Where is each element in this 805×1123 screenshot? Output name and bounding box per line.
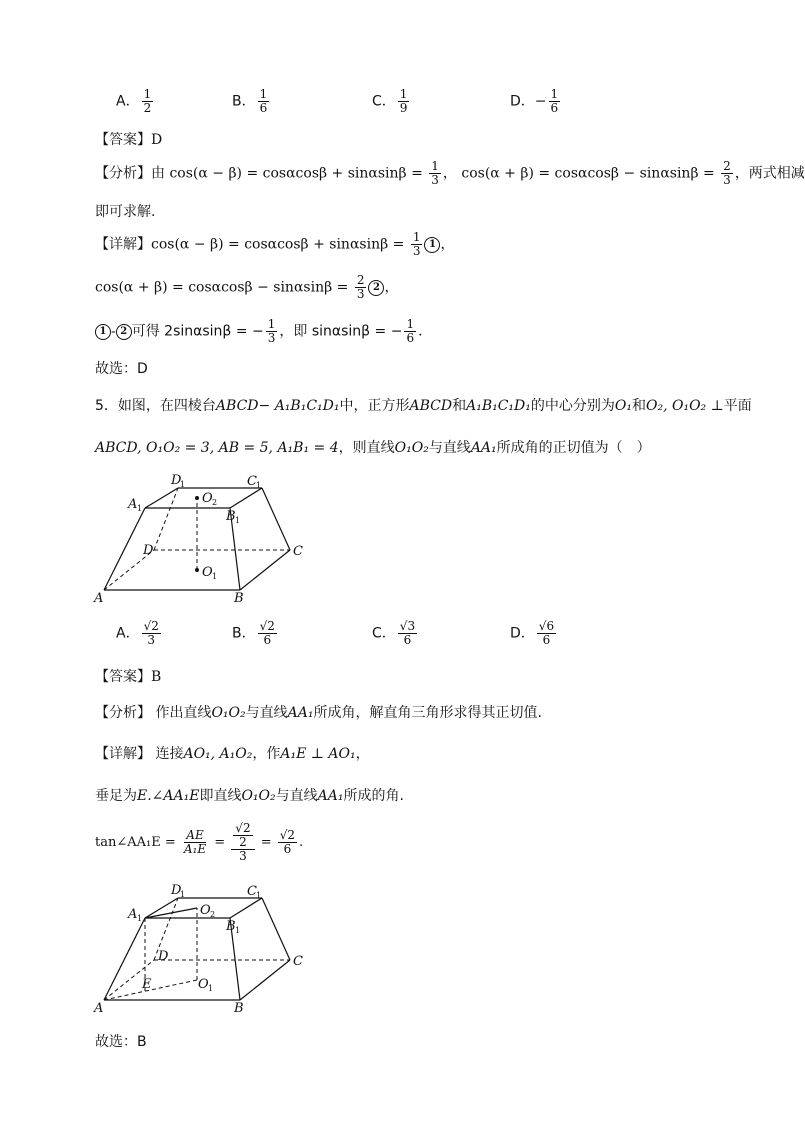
q5-option-a: A． $\frac{√2}{3}$ xyxy=(116,619,159,647)
edge-d1-a1 xyxy=(145,488,178,508)
svg-text:D: D xyxy=(158,949,169,964)
q4-answer: 【答案】D xyxy=(95,132,163,148)
q5-option-b: B． $\frac{√2}{6}$ xyxy=(232,619,275,647)
edge-a-a1 xyxy=(104,508,145,590)
q4-option-d: D．− $\frac{1}{6}$ xyxy=(510,87,559,115)
svg-text:1: 1 xyxy=(235,516,241,525)
frustum-figure-2 xyxy=(90,878,320,1018)
svg-text:1: 1 xyxy=(137,504,143,513)
frustum-figure-1 xyxy=(90,468,320,608)
svg-text:1: 1 xyxy=(256,891,262,900)
q5-analysis: 【分析】 作出直线O₁O₂与直线AA₁所成角，解直角三角形求得其正切值. xyxy=(95,705,542,721)
svg-text:2: 2 xyxy=(212,498,218,507)
svg-text:1: 1 xyxy=(180,890,186,899)
svg-text:O: O xyxy=(200,903,211,918)
svg-text:A: A xyxy=(128,907,138,922)
svg-text:C: C xyxy=(247,884,257,899)
q5-tan-equation: tan∠AA₁E = $\frac{AE}{\text{A₁E}}$ = $\frac{\frac{√2}{2}}{3}$ = $\frac{√2}{6}$ . xyxy=(95,821,304,863)
label-b1: B xyxy=(226,509,236,524)
svg-text:C: C xyxy=(293,954,303,969)
svg-text:B: B xyxy=(226,919,236,934)
circled-two: 2 xyxy=(368,280,384,296)
q5-choose: 故选：B xyxy=(95,1034,147,1050)
svg-text:B: B xyxy=(234,1001,244,1016)
frac: $\frac{1}{6}$ xyxy=(259,87,268,115)
svg-text:1: 1 xyxy=(256,481,262,490)
label-o1: O xyxy=(202,565,213,580)
svg-text:2: 2 xyxy=(210,910,216,919)
q5-answer: 【答案】B xyxy=(95,669,162,685)
q4-detail-line2: cos(α + β) = cosαcosβ − sinαsinβ = $\frac{2}{3}$ 2 ， xyxy=(95,273,399,301)
edge-d-d1 xyxy=(154,488,178,550)
svg-text:1: 1 xyxy=(137,914,143,923)
label-a: A xyxy=(94,591,104,606)
q5-foot: 垂足为E.∠AA₁E即直线O₁O₂与直线AA₁所成的角. xyxy=(95,788,404,804)
edge-c-c1 xyxy=(262,488,290,550)
point-o1 xyxy=(195,568,199,572)
q5-option-d: D． $\frac{√6}{6}$ xyxy=(510,619,555,647)
q4-analysis-line1: 【分析】由 cos(α − β) = cosαcosβ + sinαsinβ = $\frac{1}{3}$ ， cos(α + β) = cosαcosβ − sinαsinβ = $\frac{2}{3}$ ，两式相减 xyxy=(95,159,805,187)
q4-option-b: B． $\frac{1}{6}$ xyxy=(232,87,268,115)
svg-text:1: 1 xyxy=(208,984,214,993)
circled-one: 1 xyxy=(424,237,440,253)
label-o2: O xyxy=(202,491,213,506)
edge-b1-c1 xyxy=(230,488,262,508)
svg-text:1: 1 xyxy=(180,480,186,489)
label-d: D xyxy=(143,543,154,558)
svg-text:1: 1 xyxy=(235,926,241,935)
q4-option-a: A． $\frac{1}{2}$ xyxy=(116,87,152,115)
q4-analysis-line2: 即可求解. xyxy=(95,204,156,220)
label-d1: D xyxy=(171,473,182,488)
q4-option-c: C． $\frac{1}{9}$ xyxy=(372,87,408,115)
q4-detail-line1: 【详解】cos(α − β) = cosαcosβ + sinαsinβ = $\frac{1}{3}$ 1 ， xyxy=(95,230,455,258)
q5-option-c: C． $\frac{√3}{6}$ xyxy=(372,619,416,647)
q4-detail-line3: 1 - 2 可得 2sinαsinβ = − $\frac{1}{3}$ ，即 sinαsinβ = − $\frac{1}{6}$ . xyxy=(95,318,423,345)
q5-stem-line2: ABCD, O₁O₂ = 3, AB = 5, A₁B₁ = 4，则直线O₁O₂与直线AA₁所成角的正切值为（ ） xyxy=(95,440,651,456)
label-a1: A xyxy=(128,497,138,512)
edge-b-c xyxy=(240,550,290,590)
q4-choose: 故选：D xyxy=(95,361,148,377)
svg-text:A: A xyxy=(94,1001,104,1016)
frac: $\frac{1}{6}$ xyxy=(550,87,559,115)
frac: $\frac{1}{9}$ xyxy=(399,87,408,115)
svg-text:D: D xyxy=(171,883,182,898)
label-e: E xyxy=(142,977,152,992)
frac: $\frac{1}{2}$ xyxy=(143,87,152,115)
label-b: B xyxy=(234,591,244,606)
q5-stem-line1: 5．如图，在四棱台ABCD− A₁B₁C₁D₁中，正方形ABCD和A₁B₁C₁D₁的中心分别为O₁和O₂, O₁O₂ ⊥平面 xyxy=(95,398,752,414)
label-c1: C xyxy=(247,474,257,489)
svg-text:1: 1 xyxy=(212,572,218,581)
q5-detail: 【详解】 连接AO₁, A₁O₂，作A₁E ⊥ AO₁， xyxy=(95,746,370,762)
label-c: C xyxy=(293,544,303,559)
svg-text:O: O xyxy=(198,977,209,992)
point-o2 xyxy=(195,496,199,500)
